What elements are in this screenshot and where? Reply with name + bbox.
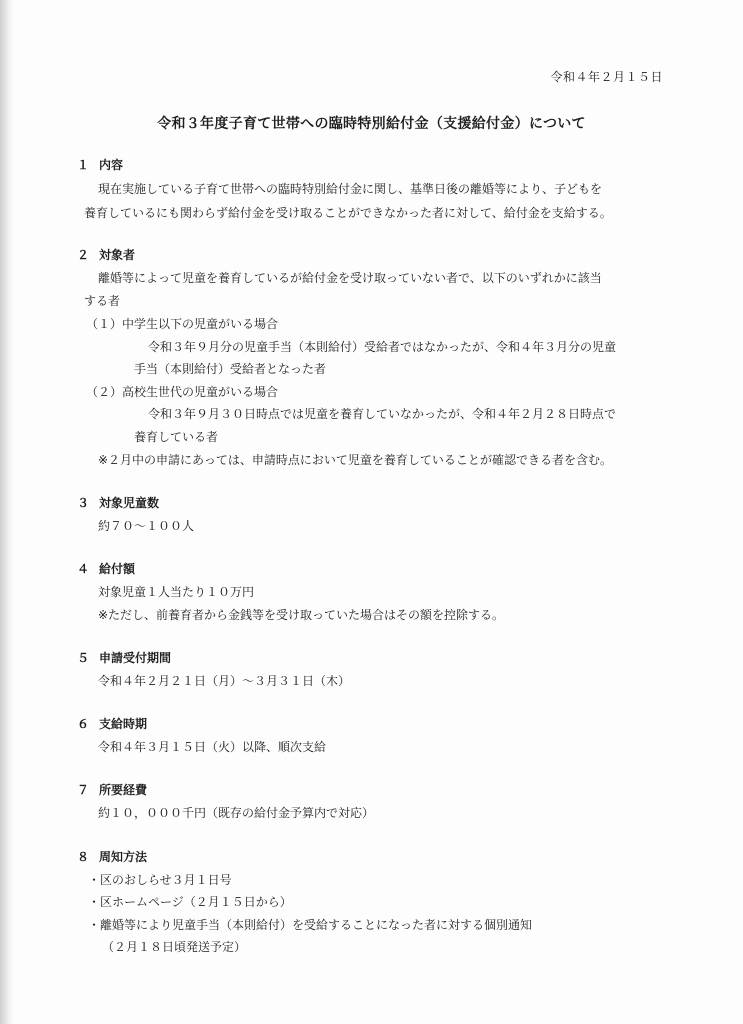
section-8-item-2: ・区ホームページ（２月１５日から）	[88, 895, 292, 909]
section-7-heading	[77, 782, 147, 798]
section-number: ７	[77, 783, 90, 797]
section-number: ４	[77, 562, 90, 576]
section-2-heading	[77, 247, 135, 263]
section-3-heading	[77, 495, 159, 511]
section-title: 内容	[99, 158, 124, 172]
section-2-note: ※２月中の申請にあっては、申請時点において児童を養育していることが確認できる者を含む。	[98, 453, 612, 467]
section-2-line-4: 令和３年９月分の児童手当（本則給付）受給者ではなかったが、令和４年３月分の児童	[148, 340, 617, 354]
section-title: 所要経費	[99, 783, 148, 797]
section-2-line-5: 手当（本則給付）受給者となった者	[134, 362, 327, 376]
document-date: 令和４年２月１５日	[550, 70, 663, 84]
section-4-line-1: 対象児童１人当たり１０万円	[98, 585, 255, 599]
section-2-line-2: する者	[84, 294, 121, 308]
section-8-item-3-note: （２月１８日頃発送予定）	[102, 940, 247, 954]
section-8-heading	[77, 849, 147, 865]
section-title: 周知方法	[99, 850, 148, 864]
section-6-heading	[77, 716, 147, 732]
section-number: １	[77, 158, 90, 172]
section-5-line-1: 令和４年２月２１日（月）～３月３１日（木）	[98, 674, 351, 688]
section-number: ６	[77, 717, 90, 731]
section-2-line-8: 養育している者	[134, 430, 219, 444]
section-5-heading	[77, 650, 171, 666]
section-title: 対象児童数	[99, 496, 160, 510]
section-2-subheading-2: （２）高校生世代の児童がいる場合	[86, 385, 279, 399]
section-6-line-1: 令和４年３月１５日（火）以降、順次支給	[98, 740, 327, 754]
section-title: 給付額	[99, 562, 136, 576]
section-8-item-3: ・離婚等により児童手当（本則給付）を受給することになった者に対する個別通知	[88, 918, 533, 932]
document-title: 令和３年度子育て世帯への臨時特別給付金（支援給付金）について	[157, 116, 586, 132]
section-number: ８	[77, 850, 90, 864]
section-1-line-2: 養育しているにも関わらず給付金を受け取ることができなかった者に対して、給付金を支給する。	[84, 206, 612, 220]
section-title: 対象者	[99, 248, 136, 262]
section-4-note: ※ただし、前養育者から金銭等を受け取っていた場合はその額を控除する。	[98, 608, 505, 622]
section-1-heading	[77, 157, 123, 173]
section-2-line-7: 令和３年９月３０日時点では児童を養育していなかったが、令和４年２月２８日時点で	[148, 407, 617, 421]
section-number: ３	[77, 496, 90, 510]
section-title: 支給時期	[99, 717, 148, 731]
section-2-subheading-1: （１）中学生以下の児童がいる場合	[86, 317, 279, 331]
page-edge-shadow	[0, 0, 14, 1024]
section-title: 申請受付期間	[99, 651, 172, 665]
section-1-line-1: 現在実施している子育て世帯への臨時特別給付金に関し、基準日後の離婚等により、子どもを	[98, 182, 603, 196]
section-4-heading	[77, 561, 135, 577]
section-number: ２	[77, 248, 90, 262]
section-number: ５	[77, 651, 90, 665]
section-2-line-1: 離婚等によって児童を養育しているが給付金を受け取っていない者で、以下のいずれかに該当	[98, 271, 602, 285]
section-7-line-1: 約１０，０００千円（既存の給付金予算内で対応）	[98, 806, 375, 820]
section-3-line-1: 約７０～１００人	[98, 519, 195, 533]
section-8-item-1: ・区のおしらせ３月１日号	[88, 873, 232, 887]
